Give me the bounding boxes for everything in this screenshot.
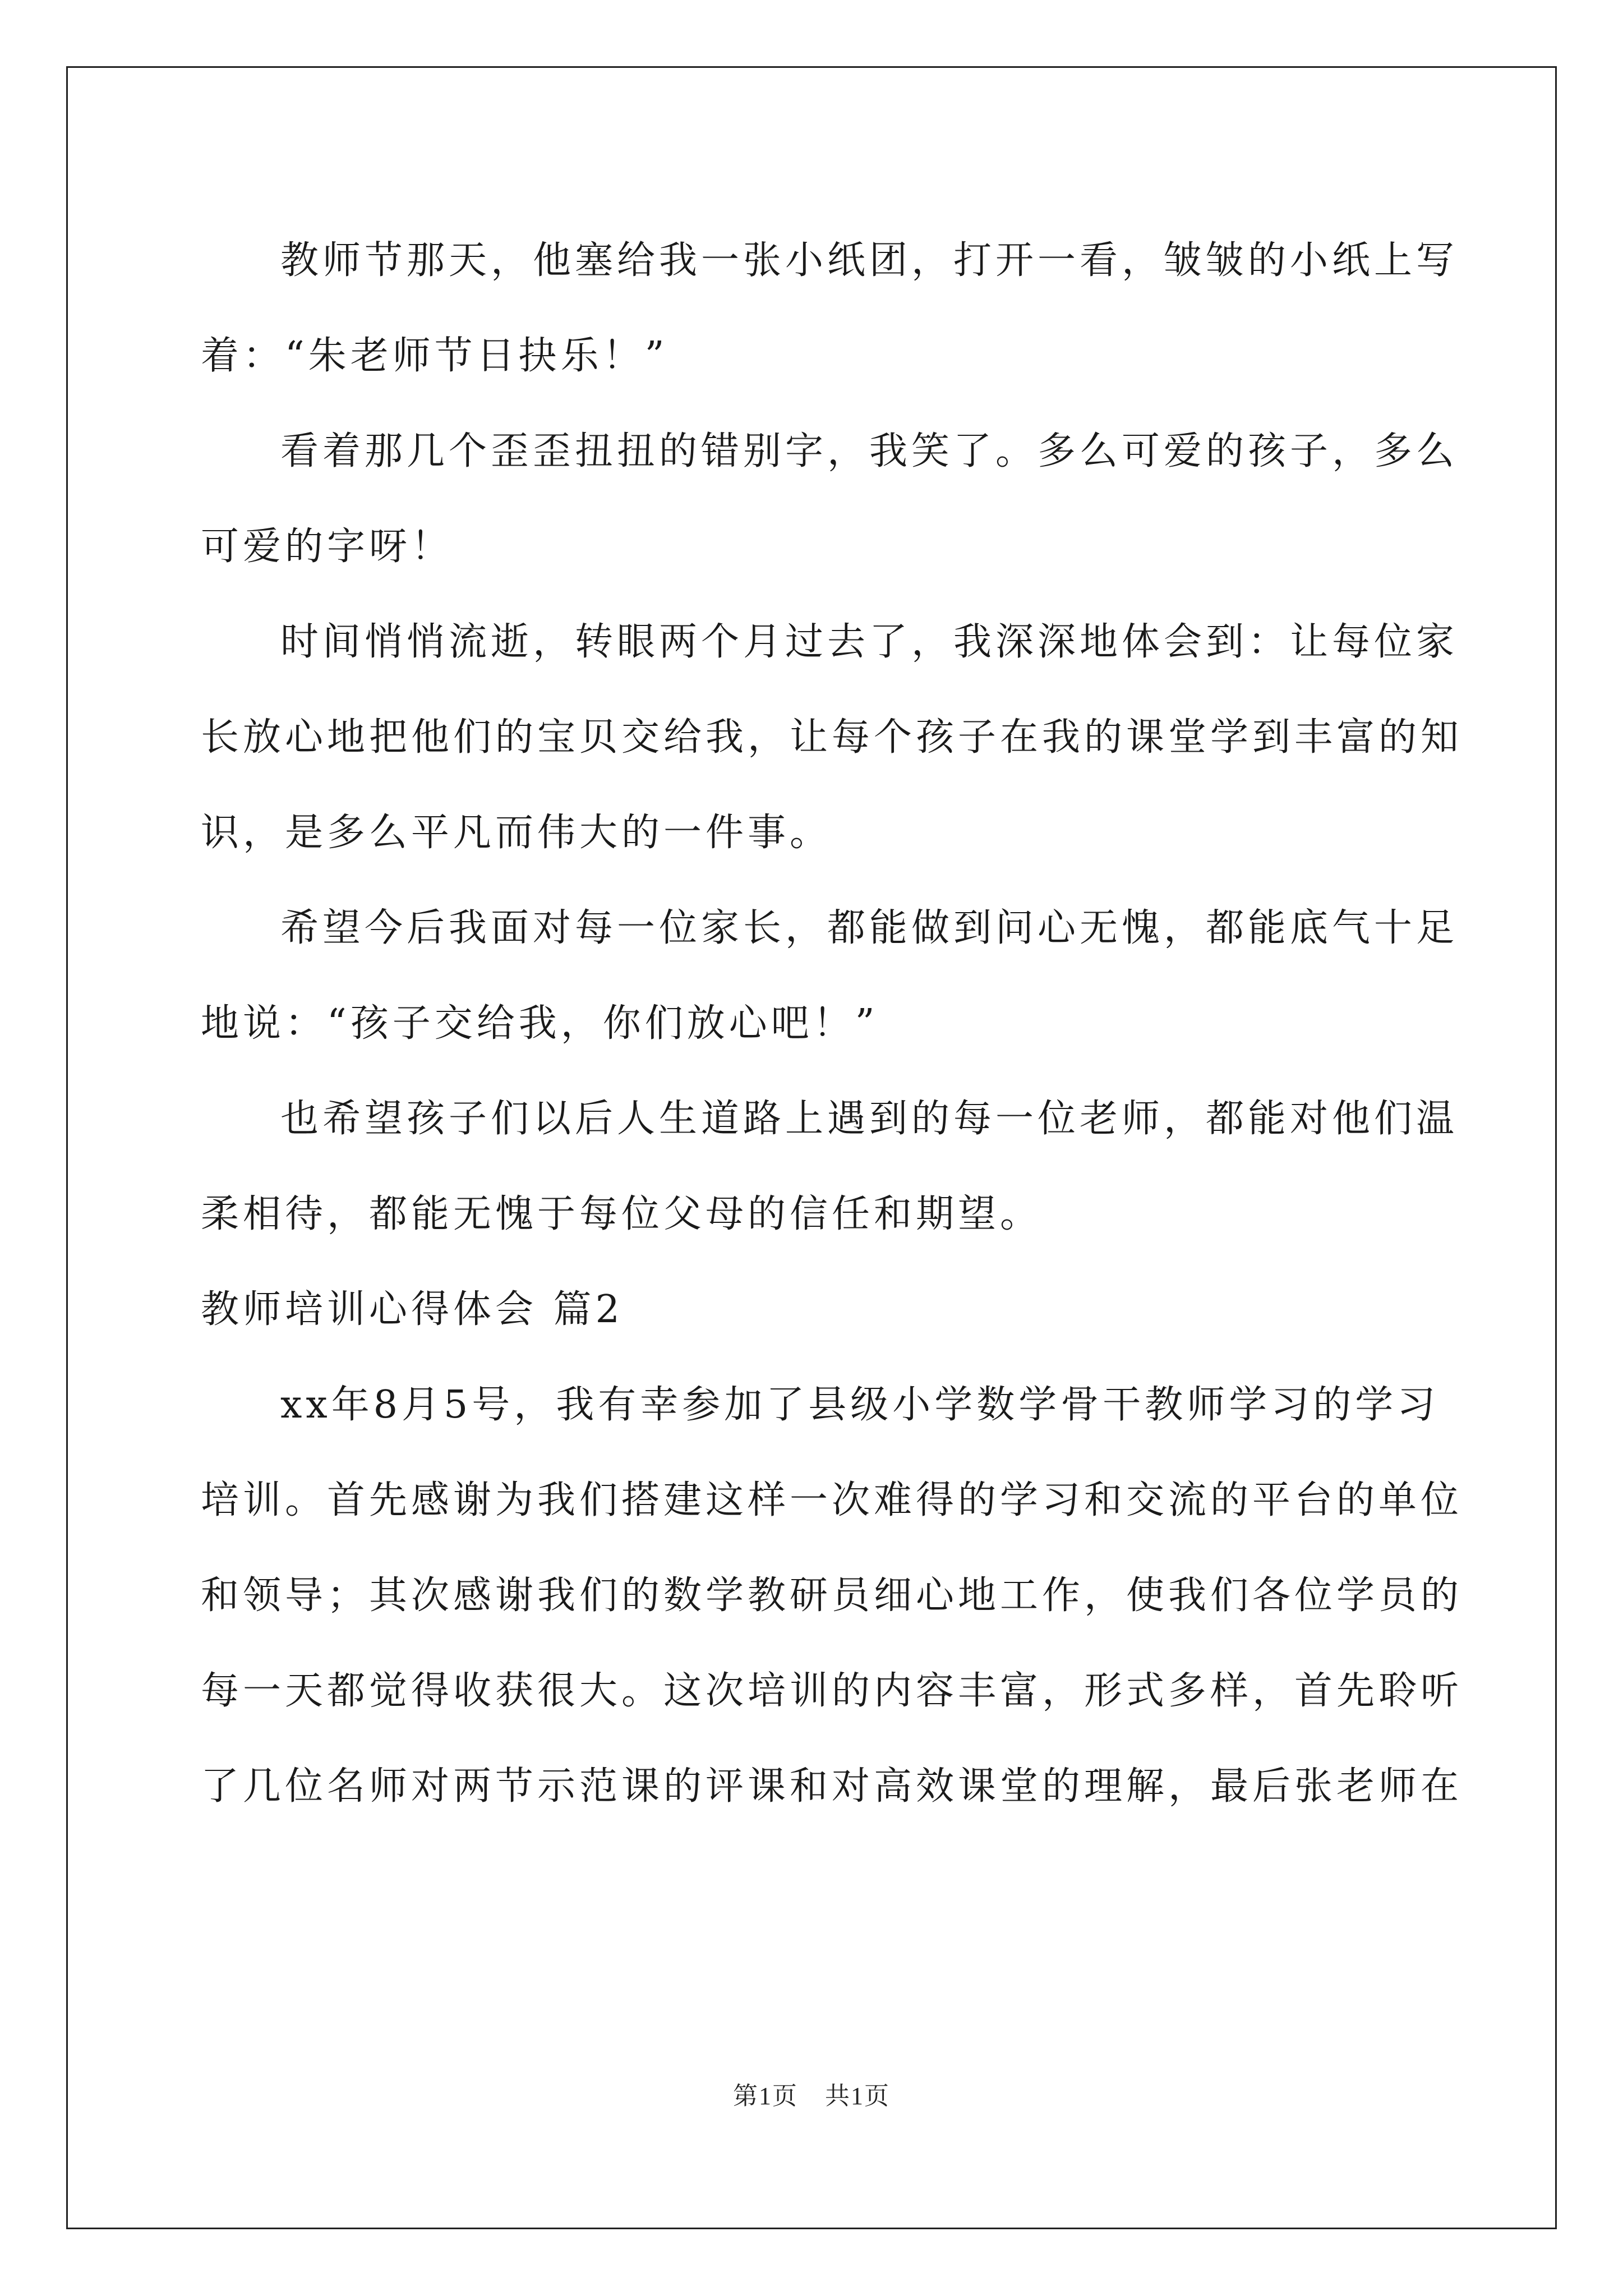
- paragraph-line: 希望今后我面对每一位家长，都能做到问心无愧，都能底气十足: [280, 906, 1459, 950]
- paragraph-line: 也希望孩子们以后人生道路上遇到的每一位老师，都能对他们温: [280, 1097, 1459, 1141]
- paragraph-line: 着：“朱老师节日抉乐！”: [201, 334, 668, 378]
- paragraph-line: 培训。首先感谢为我们搭建这样一次难得的学习和交流的平台的单位: [201, 1478, 1463, 1522]
- page-footer: [0, 2076, 1623, 2111]
- paragraph-line: 看着那几个歪歪扭扭的错别字，我笑了。多么可爱的孩子，多么: [280, 429, 1459, 473]
- paragraph-line: 长放心地把他们的宝贝交给我，让每个孩子在我的课堂学到丰富的知: [201, 715, 1463, 760]
- paragraph-line: 和领导；其次感谢我们的数学教研员细心地工作，使我们各位学员的: [201, 1573, 1463, 1618]
- page-total: 共1页: [825, 2082, 890, 2110]
- section-heading: 教师培训心得体会 篇2: [201, 1287, 624, 1332]
- paragraph-line: 可爱的字呀！: [201, 524, 454, 569]
- paragraph-line: 教师节那天，他塞给我一张小纸团，打开一看，皱皱的小纸上写: [280, 238, 1459, 283]
- paragraph-line: xx年8月5号，我有幸参加了县级小学数学骨干教师学习的学习: [280, 1383, 1440, 1427]
- paragraph-line: 地说：“孩子交给我，你们放心吧！”: [201, 1001, 879, 1046]
- paragraph-line: 了几位名师对两节示范课的评课和对高效课堂的理解，最后张老师在: [201, 1764, 1463, 1809]
- paragraph-line: 识，是多么平凡而伟大的一件事。: [201, 811, 832, 855]
- paragraph-line: 柔相待，都能无愧于每位父母的信任和期望。: [201, 1192, 1043, 1236]
- paragraph-line: 每一天都觉得收获很大。这次培训的内容丰富，形式多样，首先聆听: [201, 1669, 1463, 1713]
- document-body: [201, 213, 1463, 1834]
- paragraph-line: 时间悄悄流逝，转眼两个月过去了，我深深地体会到：让每位家: [280, 620, 1459, 664]
- page-number: 第1页: [733, 2082, 798, 2110]
